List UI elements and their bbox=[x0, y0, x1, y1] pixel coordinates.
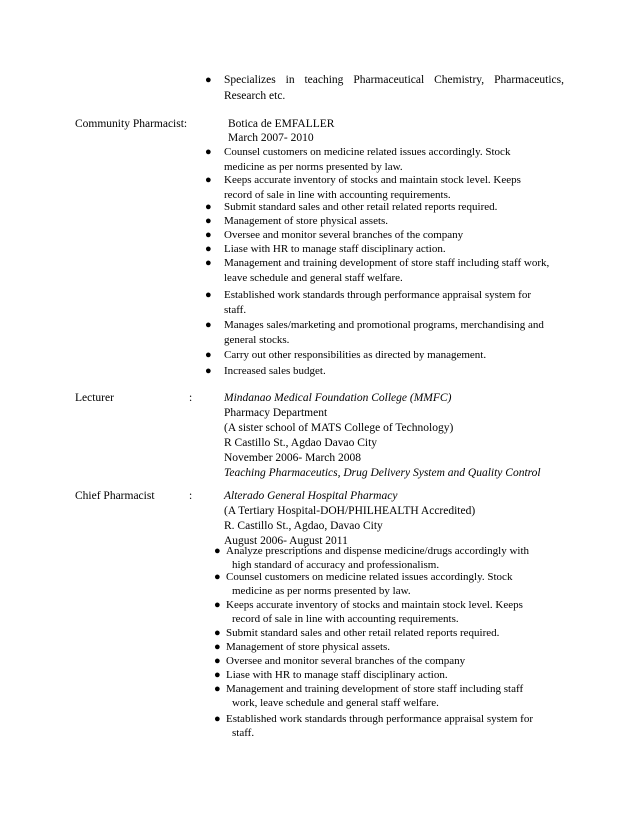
bullet-icon: ● bbox=[214, 713, 221, 725]
community-title: Community Pharmacist: bbox=[75, 118, 188, 130]
list-item-line: Submit standard sales and other retail related reports required. bbox=[226, 627, 500, 639]
list-item-line: Liase with HR to manage staff disciplinary action. bbox=[226, 669, 448, 681]
list-item-line: Keeps accurate inventory of stocks and maintain stock level. Keeps bbox=[224, 174, 521, 186]
bullet-icon: ● bbox=[205, 289, 212, 301]
list-item-line: Management of store physical assets. bbox=[226, 641, 391, 653]
lecturer-note: (A sister school of MATS College of Technology) bbox=[224, 422, 454, 434]
bullet-icon: ● bbox=[214, 655, 221, 667]
bullet-icon: ● bbox=[214, 641, 221, 653]
top-item-line2: Research etc. bbox=[224, 90, 286, 102]
chief-title: Chief Pharmacist bbox=[75, 490, 155, 502]
bullet-icon: ● bbox=[205, 229, 212, 241]
list-item-line: medicine as per norms presented by law. bbox=[224, 161, 403, 173]
chief-address: R. Castillo St., Agdao, Davao City bbox=[224, 520, 383, 532]
lecturer-department: Pharmacy Department bbox=[224, 407, 328, 419]
lecturer-dates: November 2006- March 2008 bbox=[224, 452, 362, 464]
bullet-icon: ● bbox=[205, 257, 212, 269]
list-item-line: Established work standards through performance appraisal system for bbox=[226, 713, 533, 725]
list-item-line: Oversee and monitor several branches of the company bbox=[226, 655, 466, 667]
list-item-line: Management of store physical assets. bbox=[224, 215, 389, 227]
list-item-line: Management and training development of store staff including staff bbox=[226, 683, 524, 695]
bullet-icon: ● bbox=[205, 349, 212, 361]
list-item-line: staff. bbox=[232, 727, 255, 739]
chief-dates: August 2006- August 2011 bbox=[224, 535, 348, 547]
list-item-line: Counsel customers on medicine related issues accordingly. Stock bbox=[226, 571, 513, 583]
list-item-line: Analyze prescriptions and dispense medicine/drugs accordingly with bbox=[226, 545, 530, 557]
bullet-icon: ● bbox=[205, 201, 212, 213]
bullet-icon: ● bbox=[214, 599, 221, 611]
list-item-line: Increased sales budget. bbox=[224, 365, 326, 377]
community-employer: Botica de EMFALLER bbox=[228, 118, 335, 130]
bullet-icon: ● bbox=[214, 545, 221, 557]
bullet-icon: ● bbox=[205, 243, 212, 255]
lecturer-colon: : bbox=[189, 392, 193, 404]
list-item-line: Liase with HR to manage staff disciplinary action. bbox=[224, 243, 446, 255]
bullet-icon: ● bbox=[214, 669, 221, 681]
list-item-line: work, leave schedule and general staff welfare. bbox=[232, 697, 439, 709]
lecturer-address: R Castillo St., Agdao Davao City bbox=[224, 437, 378, 449]
list-item-line: record of sale in line with accounting requirements. bbox=[224, 189, 451, 201]
lecturer-institution: Mindanao Medical Foundation College (MMFC) bbox=[224, 392, 452, 404]
bullet-icon: ● bbox=[205, 74, 212, 86]
bullet-icon: ● bbox=[205, 174, 212, 186]
list-item-line: Counsel customers on medicine related issues accordingly. Stock bbox=[224, 146, 511, 158]
list-item-line: medicine as per norms presented by law. bbox=[232, 585, 411, 597]
list-item-line: Keeps accurate inventory of stocks and maintain stock level. Keeps bbox=[226, 599, 523, 611]
list-item-line: high standard of accuracy and professionalism. bbox=[232, 559, 440, 571]
chief-note: (A Tertiary Hospital-DOH/PHILHEALTH Accredited) bbox=[224, 505, 476, 517]
list-item-line: Submit standard sales and other retail related reports required. bbox=[224, 201, 498, 213]
list-item-line: Manages sales/marketing and promotional programs, merchandising and bbox=[224, 319, 544, 331]
bullet-icon: ● bbox=[205, 365, 212, 377]
list-item-line: Established work standards through performance appraisal system for bbox=[224, 289, 531, 301]
chief-employer: Alterado General Hospital Pharmacy bbox=[224, 490, 398, 502]
list-item-line: Management and training development of store staff including staff work, bbox=[224, 257, 550, 269]
list-item-line: staff. bbox=[224, 304, 247, 316]
top-item-line1: Specializes in teaching Pharmaceutical Chemistry, Pharmaceutics, bbox=[224, 74, 564, 86]
bullet-icon: ● bbox=[214, 571, 221, 583]
list-item-line: general stocks. bbox=[224, 334, 290, 346]
bullet-icon: ● bbox=[214, 627, 221, 639]
list-item-line: Carry out other responsibilities as directed by management. bbox=[224, 349, 487, 361]
bullet-icon: ● bbox=[205, 215, 212, 227]
bullet-icon: ● bbox=[205, 319, 212, 331]
list-item-line: Oversee and monitor several branches of the company bbox=[224, 229, 464, 241]
list-item-line: record of sale in line with accounting requirements. bbox=[232, 613, 459, 625]
list-item-line: leave schedule and general staff welfare. bbox=[224, 272, 403, 284]
lecturer-title: Lecturer bbox=[75, 392, 114, 404]
bullet-icon: ● bbox=[214, 683, 221, 695]
bullet-icon: ● bbox=[205, 146, 212, 158]
community-dates: March 2007- 2010 bbox=[228, 132, 314, 144]
lecturer-subjects: Teaching Pharmaceutics, Drug Delivery System and Quality Control bbox=[224, 467, 541, 479]
chief-colon: : bbox=[189, 490, 193, 502]
